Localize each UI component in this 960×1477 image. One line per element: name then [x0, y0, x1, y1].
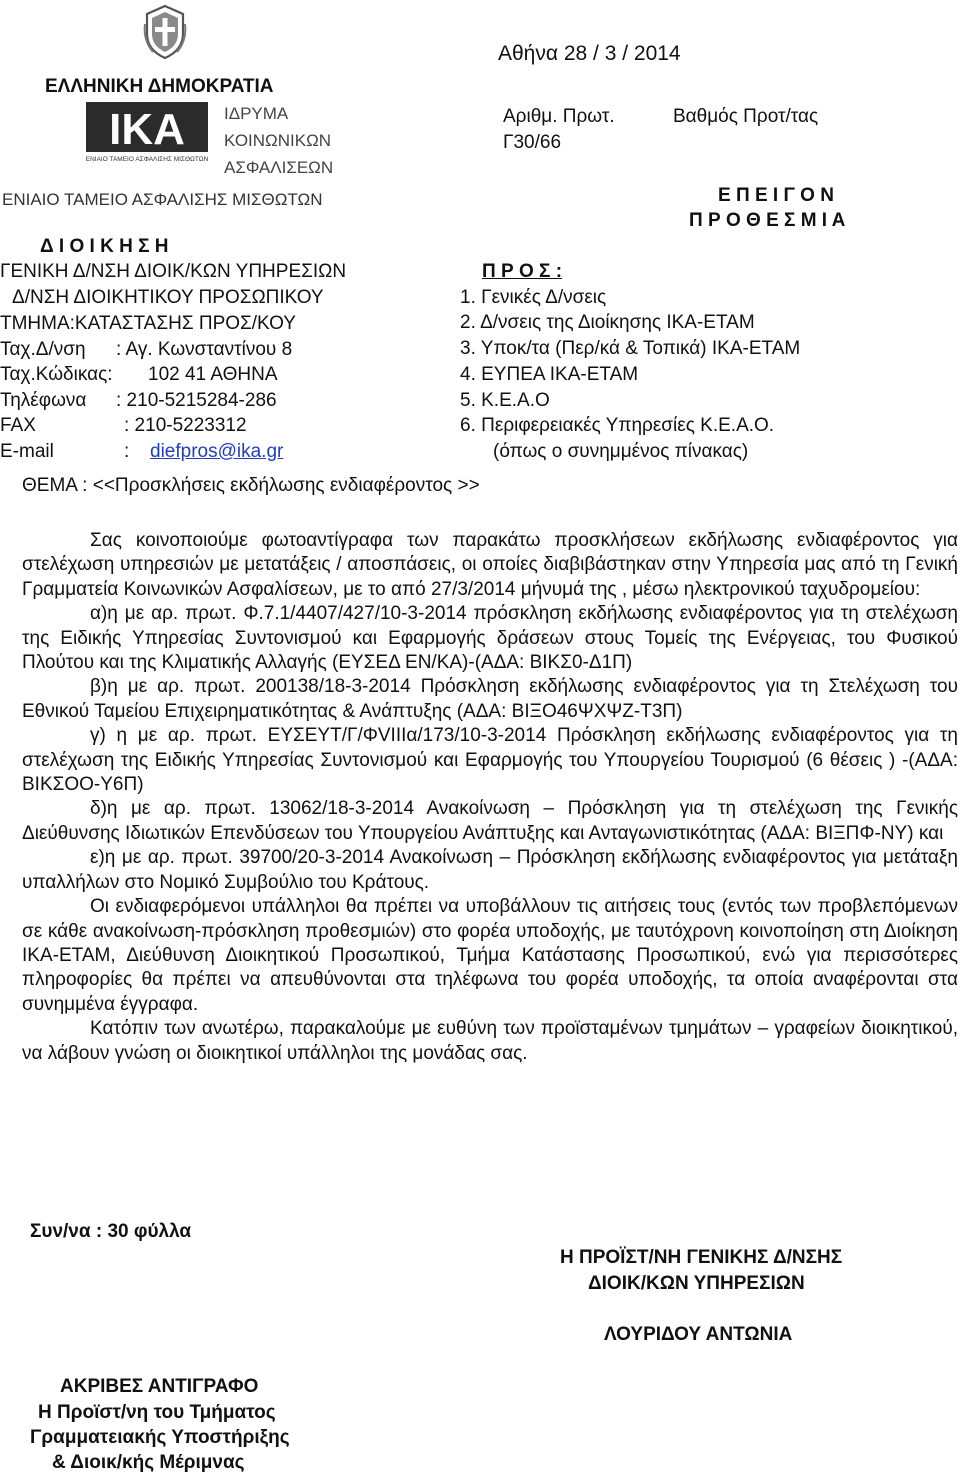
zip-label: Ταχ.Κώδικας:: [0, 364, 113, 385]
country-name: ΕΛΛΗΝΙΚΗ ΔΗΜΟΚΡΑΤΙΑ: [45, 76, 274, 97]
protocol-label: Αριθμ. Πρωτ.: [503, 106, 615, 127]
svg-text:ΙΚΑ: ΙΚΑ: [109, 105, 185, 154]
copy-stamp-line2: Η Προϊστ/νη του Τμήματος: [38, 1402, 276, 1423]
intro-paragraph: Σας κοινοποιούμε φωτοαντίγραφα των παρακάτω προσκλήσεων εκδήλωσης ενδιαφέροντος για στελέχωση υπηρεσιών με μετατάξεις / αποσπάσεις, οι οποίες διαβιβάστηκαν στην Υπηρεσία μας από τη Γενική Γραμματεία Κοινωνικών Ασφαλίσεων, με το από 27/3/2014 μήνυμά της , μέσω ηλεκτρονικού ταχυδρομείου:: [22, 530, 958, 600]
org-name-line2: ΚΟΙΝΩΝΙΚΩΝ: [224, 131, 332, 150]
signatory-name: ΛΟΥΡΙΔΟΥ ΑΝΤΩΝΙΑ: [604, 1324, 793, 1345]
ika-logo-icon: [86, 102, 208, 164]
item-d: δ)η με αρ. πρωτ. 13062/18-3-2014 Ανακοίνωση – Πρόσκληση για τη στελέχωση της Γενικής Διεύθυνσης Ιδιωτικών Επενδύσεων του Υπουργείου Ανάπτυξης και Ανταγωνιστικότητας (ΑΔΑ: ΒΙΞΠΦ-ΝΥ) και: [22, 798, 958, 844]
urgent-label: Ε Π Ε Ι Γ Ο Ν: [718, 185, 834, 206]
priority-label: Βαθμός Προτ/τας: [673, 106, 819, 127]
administration-heading: Δ Ι Ο Ι Κ Η Σ Η: [40, 236, 169, 257]
org-name-line3: ΑΣΦΑΛΙΣΕΩΝ: [224, 158, 334, 177]
document-date: Αθήνα 28 / 3 / 2014: [498, 42, 681, 65]
copy-stamp-line3: Γραμματειακής Υποστήριξης: [30, 1427, 290, 1448]
recipient-item: 1. Γενικές Δ/νσεις: [460, 287, 607, 308]
signature-title-1: Η ΠΡΟΪΣΤ/ΝΗ ΓΕΝΙΚΗΣ Δ/ΝΣΗΣ: [560, 1247, 843, 1268]
general-directorate: ΓΕΝΙΚΗ Δ/ΝΣΗ ΔΙΟΙΚ/ΚΩΝ ΥΠΗΡΕΣΙΩΝ: [0, 261, 347, 282]
recipient-item: 5. Κ.Ε.Α.Ο: [460, 390, 550, 411]
recipients-heading: Π Ρ Ο Σ :: [482, 261, 563, 282]
recipient-item: 6. Περιφερειακές Υπηρεσίες Κ.Ε.Α.Ο.: [460, 415, 775, 436]
subject-line: ΘΕΜΑ : <<Προσκλήσεις εκδήλωσης ενδιαφέροντος >>: [22, 475, 480, 496]
copy-stamp-line4: & Διοικ/κής Μέριμνας: [52, 1452, 245, 1473]
recipient-item: 3. Υποκ/τα (Περ/κά & Τοπικά) ΙΚΑ-ΕΤΑΜ: [460, 338, 801, 359]
phone-value: : 210-5215284-286: [116, 390, 277, 411]
svg-text:ΕΝΙΑΙΟ ΤΑΜΕΙΟ ΑΣΦΑΛΙΣΗΣ ΜΙΣΘΩΤ: ΕΝΙΑΙΟ ΤΑΜΕΙΟ ΑΣΦΑΛΙΣΗΣ ΜΙΣΘΩΤΩΝ: [86, 156, 208, 163]
address-value: : Αγ. Κωνσταντίνου 8: [116, 339, 293, 360]
email-link[interactable]: diefpros@ika.gr: [150, 441, 284, 462]
fax-value: : 210-5223312: [124, 415, 247, 436]
paragraph-2: Οι ενδιαφερόμενοι υπάλληλοι θα πρέπει να υποβάλλουν τις αιτήσεις τους (εντός των προβλεπόμενων σε κάθε ανακοίνωση-πρόσκληση προθεσμιών) στο φορέα υποδοχής, με ταυτόχρονη κοινοποίηση στη Διοίκηση ΙΚΑ-ΕΤΑΜ, Διεύθυνση Διοικητικού Προσωπικού, Τμήμα Κατάστασης Προσωπικού, ενώ για περισσότερες πληροφορίες θα πρέπει να απευθύνονται στα τηλέφωνα του φορέα υποδοχής, τα οποία αναφέρονται στα συνημμένα έγγραφα.: [22, 896, 958, 1015]
copy-stamp-line1: ΑΚΡΙΒΕΣ ΑΝΤΙΓΡΑΦΟ: [60, 1376, 259, 1397]
paragraph-3: Κατόπιν των ανωτέρω, παρακαλούμε με ευθύνη των προϊσταμένων τμημάτων – γραφείων διοικητικού, να λάβουν γνώση οι διοικητικοί υπάλληλοι της μονάδας σας.: [22, 1018, 958, 1064]
item-c: γ) η με αρ. πρωτ. ΕΥΣΕΥΤ/Γ/ΦVIIIα/173/10-3-2014 Πρόσκληση εκδήλωσης ενδιαφέροντος για τη στελέχωση της Ειδικής Υπηρεσίας Συντονισμού και Εφαρμογής του Υπουργείου Τουρισμού (6 θέσεις ) -(ΑΔΑ: ΒΙΚΣΟΟ-Υ6Π): [22, 725, 958, 796]
recipient-item: 2. Δ/νσεις της Διοίκησης ΙΚΑ-ΕΤΑΜ: [460, 312, 755, 333]
org-name-line1: ΙΔΡΥΜΑ: [224, 104, 289, 123]
letter-body: [22, 529, 958, 1066]
email-colon: :: [124, 441, 130, 462]
fund-name: ΕΝΙΑΙΟ ΤΑΜΕΙΟ ΑΣΦΑΛΙΣΗΣ ΜΙΣΘΩΤΩΝ: [2, 190, 323, 209]
department: ΤΜΗΜΑ:ΚΑΤΑΣΤΑΣΗΣ ΠΡΟΣ/ΚΟΥ: [0, 313, 296, 334]
fax-label: FAX: [0, 415, 36, 436]
phone-label: Τηλέφωνα: [0, 390, 87, 411]
recipients-note: (όπως ο συνημμένος πίνακας): [493, 441, 749, 462]
email-label: E-mail: [0, 441, 54, 462]
greek-crest-icon: [143, 4, 187, 60]
protocol-number: Γ30/66: [503, 132, 562, 153]
directorate: Δ/ΝΣΗ ΔΙΟΙΚΗΤΙΚΟΥ ΠΡΟΣΩΠΙΚΟΥ: [12, 287, 324, 308]
item-e: ε)η με αρ. πρωτ. 39700/20-3-2014 Ανακοίνωση – Πρόσκληση εκδήλωσης ενδιαφέροντος για μετάταξη υπαλλήλων στο Νομικό Συμβούλιο του Κράτους.: [22, 847, 958, 893]
item-b: β)η με αρ. πρωτ. 200138/18-3-2014 Πρόσκληση εκδήλωσης ενδιαφέροντος για τη Στελέχωση του Εθνικού Ταμείου Επιχειρηματικότητας & Ανάπτυξης (ΑΔΑ: ΒΙΞΟ46ΨΧΨΖ-Τ3Π): [22, 676, 958, 722]
ika-logo: [86, 102, 208, 164]
zip-value: 102 41 ΑΘΗΝΑ: [148, 364, 278, 385]
recipient-item: 4. ΕΥΠΕΑ ΙΚΑ-ΕΤΑΜ: [460, 364, 639, 385]
signature-title-2: ΔΙΟΙΚ/ΚΩΝ ΥΠΗΡΕΣΙΩΝ: [588, 1273, 805, 1294]
deadline-label: Π Ρ Ο Θ Ε Σ Μ Ι Α: [689, 210, 846, 231]
item-a: α)η με αρ. πρωτ. Φ.7.1/4407/427/10-3-2014 πρόσκληση εκδήλωσης ενδιαφέροντος για τη στελέχωση της Ειδικής Υπηρεσίας Συντονισμού και Εφαρμογής δράσεων στους Τομείς της Ενέργειας, του Φυσικού Πλούτου και της Κλιματικής Αλλαγής (ΕΥΣΕΔ ΕΝ/ΚΑ)-(ΑΔΑ: ΒΙΚΣ0-Δ1Π): [22, 603, 958, 674]
address-label: Ταχ.Δ/νση: [0, 339, 86, 360]
attachments-count: Συν/να : 30 φύλλα: [30, 1221, 192, 1242]
